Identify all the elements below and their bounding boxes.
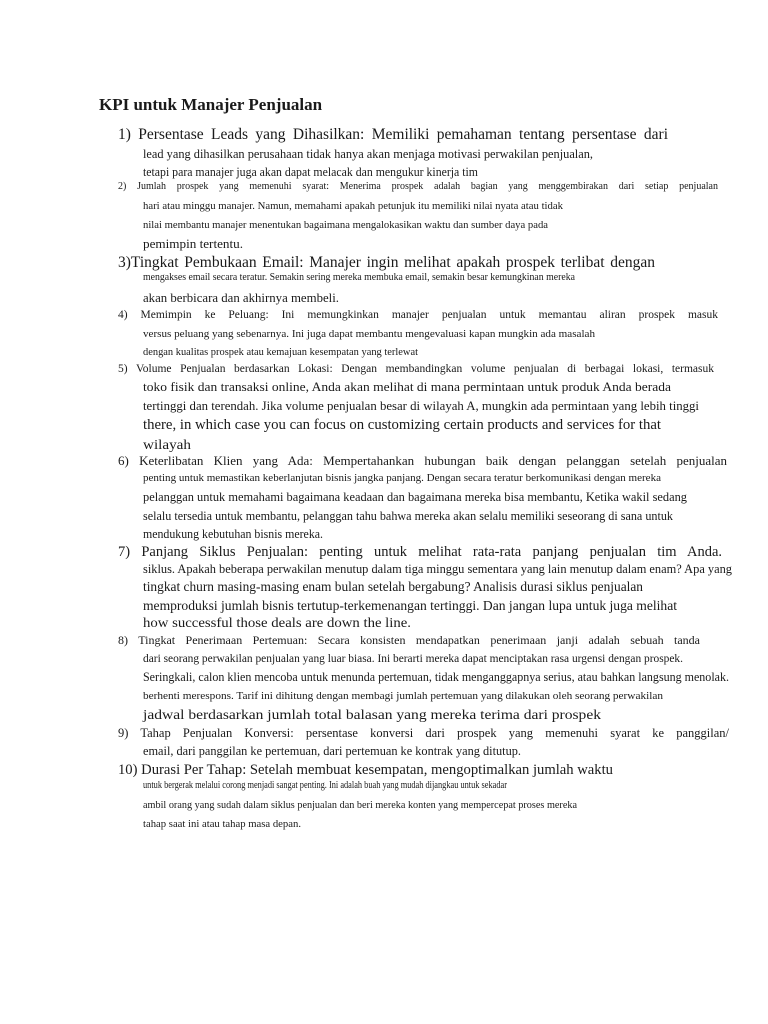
text-line: ambil orang yang sudah dalam siklus penjualan dan beri mereka konten yang mempercepat proses mereka: [143, 799, 577, 811]
text-line: jadwal berdasarkan jumlah total balasan yang mereka terima dari prospek: [143, 708, 601, 723]
text-line: email, dari panggilan ke pertemuan, dari pertemuan ke kontrak yang ditutup.: [143, 744, 521, 758]
text-line: hari atau minggu manajer. Namun, memahami apakah petunjuk itu memiliki nilai nyata atau tidak: [143, 200, 563, 212]
text-line: dari seorang perwakilan penjualan yang luar biasa. Ini berarti mereka dapat menciptakan rasa urgensi dengan prospek.: [143, 653, 683, 665]
text-line: Seringkali, calon klien mencoba untuk menunda pertemuan, tidak menganggapnya serius, atau bahkan langsung menolak.: [143, 670, 729, 684]
document-title: KPI untuk Manajer Penjualan: [99, 95, 323, 114]
text-line: tingkat churn masing-masing enam bulan setelah bergabung? Analisis durasi siklus penjualan: [143, 580, 643, 595]
text-line: penting untuk memastikan keberlanjutan bisnis jangka panjang. Dengan secara teratur berkomunikasi dengan mereka: [143, 472, 661, 484]
text-line: versus peluang yang sebenarnya. Ini juga dapat membantu mengevaluasi kapan mungkin ada masalah: [143, 328, 595, 340]
text-line: akan berbicara dan akhirnya membeli.: [143, 290, 339, 305]
text-line: wilayah: [143, 437, 191, 452]
text-line: 5) Volume Penjualan berdasarkan Lokasi: Dengan membandingkan volume penjualan di berbagai lokasi, termasuk: [118, 363, 714, 375]
text-line: tertinggi dan terendah. Jika volume penjualan besar di wilayah A, mungkin ada permintaan yang lebih tinggi: [143, 398, 699, 413]
text-line: toko fisik dan transaksi online, Anda akan melihat di mana permintaan untuk produk Anda berada: [143, 379, 671, 394]
text-line: pelanggan untuk memahami bagaimana keadaan dan bagaimana mereka bisa membantu, Ketika wakil sedang: [143, 490, 687, 504]
text-line: untuk bergerak melalui corong menjadi sangat penting. Ini adalah buah yang mudah dijangkau untuk sekadar: [143, 780, 507, 791]
text-line: tahap saat ini atau tahap masa depan.: [143, 818, 301, 830]
text-line: tetapi para manajer juga akan dapat melacak dan mengukur kinerja tim: [143, 164, 478, 179]
text-line: mendukung kebutuhan bisnis mereka.: [143, 527, 323, 541]
text-line: 2) Jumlah prospek yang memenuhi syarat: Menerima prospek adalah bagian yang menggembirakan dari setiap penjualan: [118, 181, 718, 192]
text-line: nilai membantu manajer menentukan bagaimana mengalokasikan waktu dan sumber daya pada: [143, 219, 548, 231]
text-line: pemimpin tertentu.: [143, 236, 243, 251]
text-line: mengakses email secara teratur. Semakin sering mereka membuka email, semakin besar kemungkinan mereka: [143, 271, 575, 283]
text-line: 9) Tahap Penjualan Konversi: persentase konversi dari prospek yang memenuhi syarat ke panggilan/: [118, 726, 729, 740]
text-line: there, in which case you can focus on customizing certain products and services for that: [143, 417, 661, 433]
text-line: 3)Tingkat Pembukaan Email: Manajer ingin melihat apakah prospek terlibat dengan: [118, 254, 655, 271]
text-line: 8) Tingkat Penerimaan Pertemuan: Secara konsisten mendapatkan penerimaan janji adalah sebuah tanda: [118, 633, 700, 647]
text-line: lead yang dihasilkan perusahaan tidak hanya akan menjaga motivasi perwakilan penjualan,: [143, 146, 593, 161]
text-line: selalu tersedia untuk membantu, pelanggan tahu bahwa mereka akan selalu memiliki seseorang di sana untuk: [143, 509, 673, 523]
text-line: 6) Keterlibatan Klien yang Ada: Mempertahankan hubungan baik dengan pelanggan setelah penjualan: [118, 453, 727, 468]
text-line: berhenti merespons. Tarif ini dihitung dengan membagi jumlah pertemuan yang dilakukan oleh seorang perwakilan: [143, 690, 663, 702]
text-line: siklus. Apakah beberapa perwakilan menutup dalam tiga minggu sementara yang lain menutup dalam enam? Apa yang: [143, 562, 732, 576]
text-line: 4) Memimpin ke Peluang: Ini memungkinkan manajer penjualan untuk memantau aliran prospek masuk: [118, 309, 718, 321]
text-line: memproduksi jumlah bisnis tertutup-terkemenangan tertinggi. Dan jangan lupa untuk juga melihat: [143, 598, 677, 613]
text-line: dengan kualitas prospek atau kemajuan kesempatan yang terlewat: [143, 346, 418, 358]
text-line: 1) Persentase Leads yang Dihasilkan: Memiliki pemahaman tentang persentase dari: [118, 126, 668, 143]
text-line: 7) Panjang Siklus Penjualan: penting untuk melihat rata-rata panjang penjualan tim Anda.: [118, 544, 722, 560]
text-line: 10) Durasi Per Tahap: Setelah membuat kesempatan, mengoptimalkan jumlah waktu: [118, 762, 613, 778]
text-line: how successful those deals are down the line.: [143, 616, 411, 631]
